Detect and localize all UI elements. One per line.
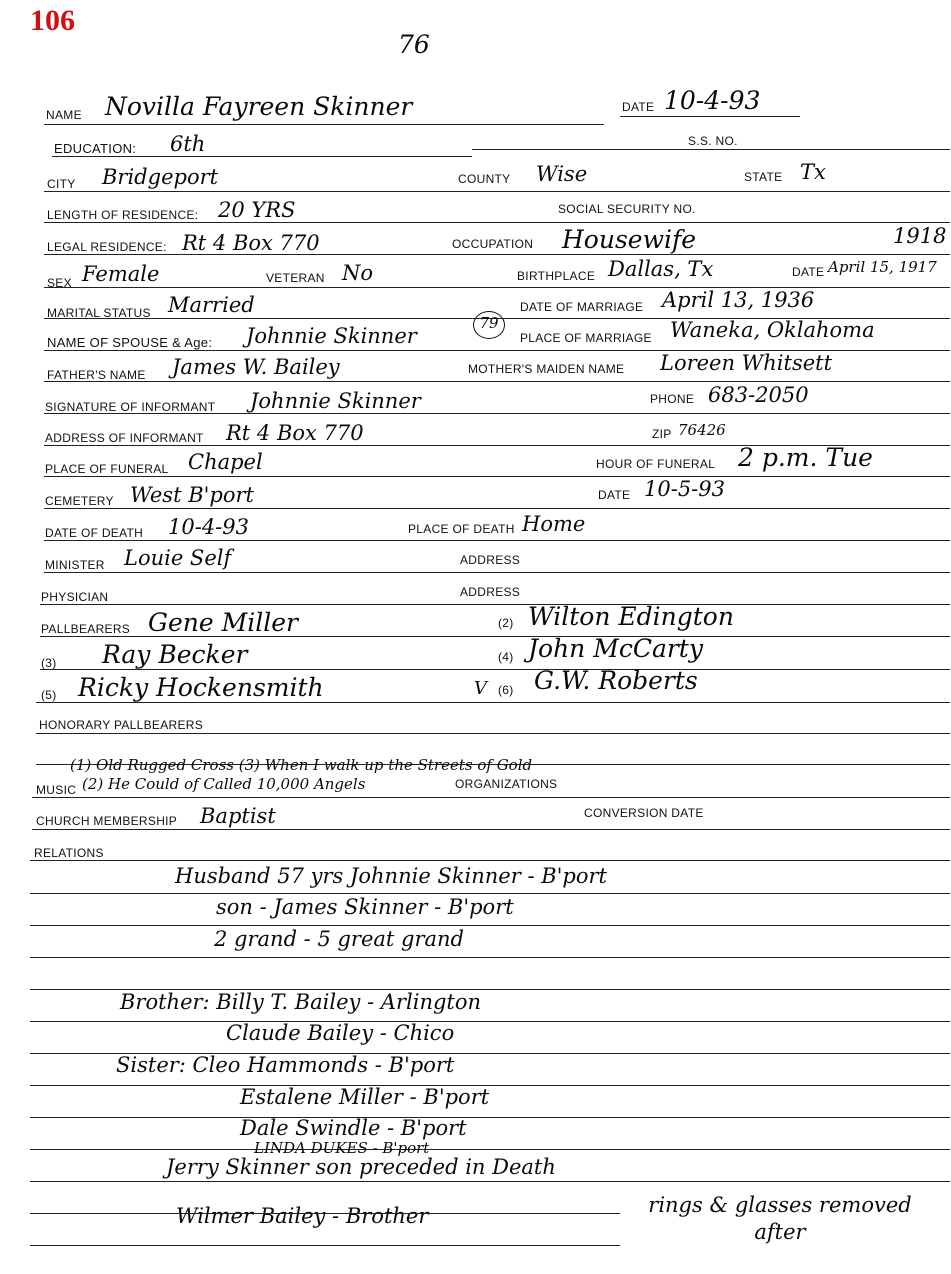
physician-addr-label: ADDRESS	[460, 585, 521, 599]
date-value: 10-4-93	[664, 86, 761, 115]
residence-length-label: LENGTH OF RESIDENCE:	[47, 208, 199, 222]
minister-rule	[44, 572, 950, 573]
pallbearer-2: Wilton Edington	[528, 602, 734, 631]
education-value: 6th	[170, 132, 206, 156]
social-security-label: SOCIAL SECURITY NO.	[558, 202, 696, 216]
name-label: NAME	[46, 108, 82, 122]
informant-addr-label: ADDRESS OF INFORMANT	[45, 431, 204, 445]
death-place-label: PLACE OF DEATH	[408, 522, 515, 536]
death-date-label: DATE OF DEATH	[45, 526, 144, 540]
veteran-label: VETERAN	[266, 271, 325, 285]
phone-value: 683-2050	[708, 383, 809, 407]
margin-note: rings & glasses removed after	[648, 1193, 912, 1245]
education-rule	[52, 156, 472, 157]
church-value: Baptist	[200, 804, 276, 828]
pallbearer-6-number: (6)	[498, 683, 514, 697]
cemetery-label: CEMETERY	[45, 494, 114, 508]
funeral-hour-label: HOUR OF FUNERAL	[596, 457, 716, 471]
funeral-place-label: PLACE OF FUNERAL	[45, 462, 169, 476]
marital-value: Married	[168, 293, 255, 317]
father-label: FATHER'S NAME	[47, 368, 146, 382]
relations-label: RELATIONS	[34, 846, 104, 860]
relation-line-5: Claude Bailey - Chico	[226, 1021, 455, 1045]
music-label: MUSIC	[36, 783, 77, 797]
music-line-2: (2) He Could of Called 10,000 Angels	[82, 775, 366, 793]
minister-label: MINISTER	[45, 558, 105, 572]
informant-sig-value: Johnnie Skinner	[250, 389, 421, 413]
pallbearer-5-number: (5)	[41, 688, 57, 702]
informant-sig-rule	[44, 413, 950, 414]
death-date-value: 10-4-93	[168, 515, 249, 539]
name-rule	[44, 124, 604, 125]
relation-line-4: Brother: Billy T. Bailey - Arlington	[120, 990, 482, 1014]
relation-line-10: Jerry Skinner son preceded in Death	[166, 1155, 556, 1179]
birth-date-label: DATE	[792, 265, 825, 279]
death-date-rule	[44, 540, 950, 541]
name-value: Novilla Fayreen Skinner	[105, 92, 413, 121]
informant-addr-value: Rt 4 Box 770	[226, 421, 364, 445]
pallbearers-label: PALLBEARERS	[41, 622, 131, 636]
relations-rule-6	[30, 1021, 950, 1022]
honorary-label: HONORARY PALLBEARERS	[39, 718, 204, 732]
veteran-value: No	[342, 261, 374, 285]
church-label: CHURCH MEMBERSHIP	[36, 814, 178, 828]
date-rule	[620, 116, 800, 117]
spouse-age-circle	[473, 311, 505, 339]
mother-value: Loreen Whitsett	[660, 351, 833, 375]
pallbearers-rule-3	[36, 702, 950, 703]
physician-label: PHYSICIAN	[41, 590, 109, 604]
spouse-label: NAME OF SPOUSE & Age:	[47, 335, 213, 350]
organizations-label: ORGANIZATIONS	[455, 777, 558, 791]
mother-label: MOTHER'S MAIDEN NAME	[468, 362, 625, 376]
cemetery-date-label: DATE	[598, 488, 631, 502]
date-label: DATE	[622, 100, 655, 114]
music-rule	[32, 797, 950, 798]
page-number: 106	[30, 4, 75, 37]
zip-value: 76426	[678, 421, 726, 439]
relation-line-7: Estalene Miller - B'port	[240, 1085, 490, 1109]
pallbearer-3-number: (3)	[41, 656, 57, 670]
marital-label: MARITAL STATUS	[47, 306, 151, 320]
sex-label: SEX	[47, 276, 72, 290]
pallbearer-3: Ray Becker	[102, 640, 248, 669]
father-rule	[44, 381, 950, 382]
cemetery-date-value: 10-5-93	[644, 477, 725, 501]
marriage-place-value: Waneka, Oklahoma	[670, 318, 875, 342]
state-value: Tx	[800, 160, 826, 184]
music-line-1: (1) Old Rugged Cross (3) When I walk up the Streets of Gold	[70, 756, 533, 774]
pallbearer-1: Gene Miller	[148, 608, 298, 637]
occupation-label: OCCUPATION	[452, 237, 534, 251]
pallbearer-5: Ricky Hockensmith	[78, 673, 324, 702]
marriage-place-label: PLACE OF MARRIAGE	[520, 331, 652, 345]
sex-rule	[44, 287, 950, 288]
residence-length-value: 20 YRS	[218, 198, 296, 222]
honorary-rule-1	[36, 733, 950, 734]
relations-rule-10	[30, 1149, 950, 1150]
state-label: STATE	[744, 170, 783, 184]
pallbearer-4-number: (4)	[498, 650, 514, 664]
birth-year-note: 1918	[893, 224, 947, 248]
occupation-value: Housewife	[562, 225, 697, 254]
ss-rule	[472, 149, 950, 150]
relation-line-9: LINDA DUKES - B'port	[254, 1139, 430, 1157]
relations-rule-2	[30, 893, 950, 894]
spouse-age: 79	[479, 314, 499, 332]
ss-label: S.S. NO.	[688, 134, 738, 148]
relations-rule-8	[30, 1085, 950, 1086]
relations-rule-4	[30, 957, 950, 958]
funeral-place-rule	[44, 476, 950, 477]
phone-label: PHONE	[650, 392, 695, 406]
legal-residence-value: Rt 4 Box 770	[182, 231, 320, 255]
legal-residence-label: LEGAL RESIDENCE:	[47, 240, 167, 254]
death-place-value: Home	[522, 512, 586, 536]
pallbearer-6-checkmark: V	[474, 678, 487, 699]
church-rule	[32, 829, 950, 830]
marriage-date-label: DATE OF MARRIAGE	[520, 300, 644, 314]
relation-line-11: Wilmer Bailey - Brother	[176, 1204, 429, 1228]
county-label: COUNTY	[458, 172, 511, 186]
city-value: Bridgeport	[102, 165, 219, 189]
legal-residence-rule	[44, 254, 950, 255]
cemetery-value: West B'port	[130, 483, 254, 507]
funeral-place-value: Chapel	[188, 450, 263, 474]
pallbearers-rule-2	[40, 669, 950, 670]
county-value: Wise	[536, 162, 588, 186]
zip-label: ZIP	[652, 427, 672, 441]
pallbearers-rule-1	[40, 636, 950, 637]
relations-rule-11	[30, 1181, 950, 1182]
relation-line-1: Husband 57 yrs Johnnie Skinner - B'port	[175, 864, 607, 888]
relations-rule-9	[30, 1117, 950, 1118]
minister-value: Louie Self	[124, 546, 232, 570]
relations-rule-1	[30, 860, 950, 861]
sheet-number: 76	[398, 30, 430, 59]
funeral-hour-value: 2 p.m. Tue	[738, 443, 873, 472]
informant-sig-label: SIGNATURE OF INFORMANT	[45, 400, 216, 414]
cemetery-rule	[44, 508, 950, 509]
spouse-value: Johnnie Skinner	[246, 324, 417, 348]
conversion-label: CONVERSION DATE	[584, 806, 704, 820]
relations-rule-12	[30, 1213, 620, 1214]
sex-value: Female	[82, 262, 160, 286]
relation-line-8: Dale Swindle - B'port	[240, 1116, 467, 1140]
relations-rule-13	[30, 1245, 620, 1246]
birthplace-label: BIRTHPLACE	[517, 269, 596, 283]
birth-date-value: April 15, 1917	[828, 258, 937, 276]
father-value: James W. Bailey	[172, 355, 340, 379]
minister-addr-label: ADDRESS	[460, 553, 521, 567]
pallbearer-2-number: (2)	[498, 616, 514, 630]
relation-line-3: 2 grand - 5 great grand	[214, 927, 465, 951]
city-rule	[44, 191, 950, 192]
education-label: EDUCATION:	[54, 141, 137, 156]
marriage-date-value: April 13, 1936	[662, 288, 815, 312]
relations-rule-3	[30, 925, 950, 926]
birthplace-value: Dallas, Tx	[608, 257, 714, 281]
residence-length-rule	[44, 222, 950, 223]
relation-line-2: son - James Skinner - B'port	[216, 895, 514, 919]
pallbearer-4: John McCarty	[528, 634, 703, 663]
pallbearer-6: G.W. Roberts	[534, 666, 698, 695]
physician-rule	[40, 604, 950, 605]
city-label: CITY	[47, 177, 76, 191]
relation-line-6: Sister: Cleo Hammonds - B'port	[116, 1053, 455, 1077]
